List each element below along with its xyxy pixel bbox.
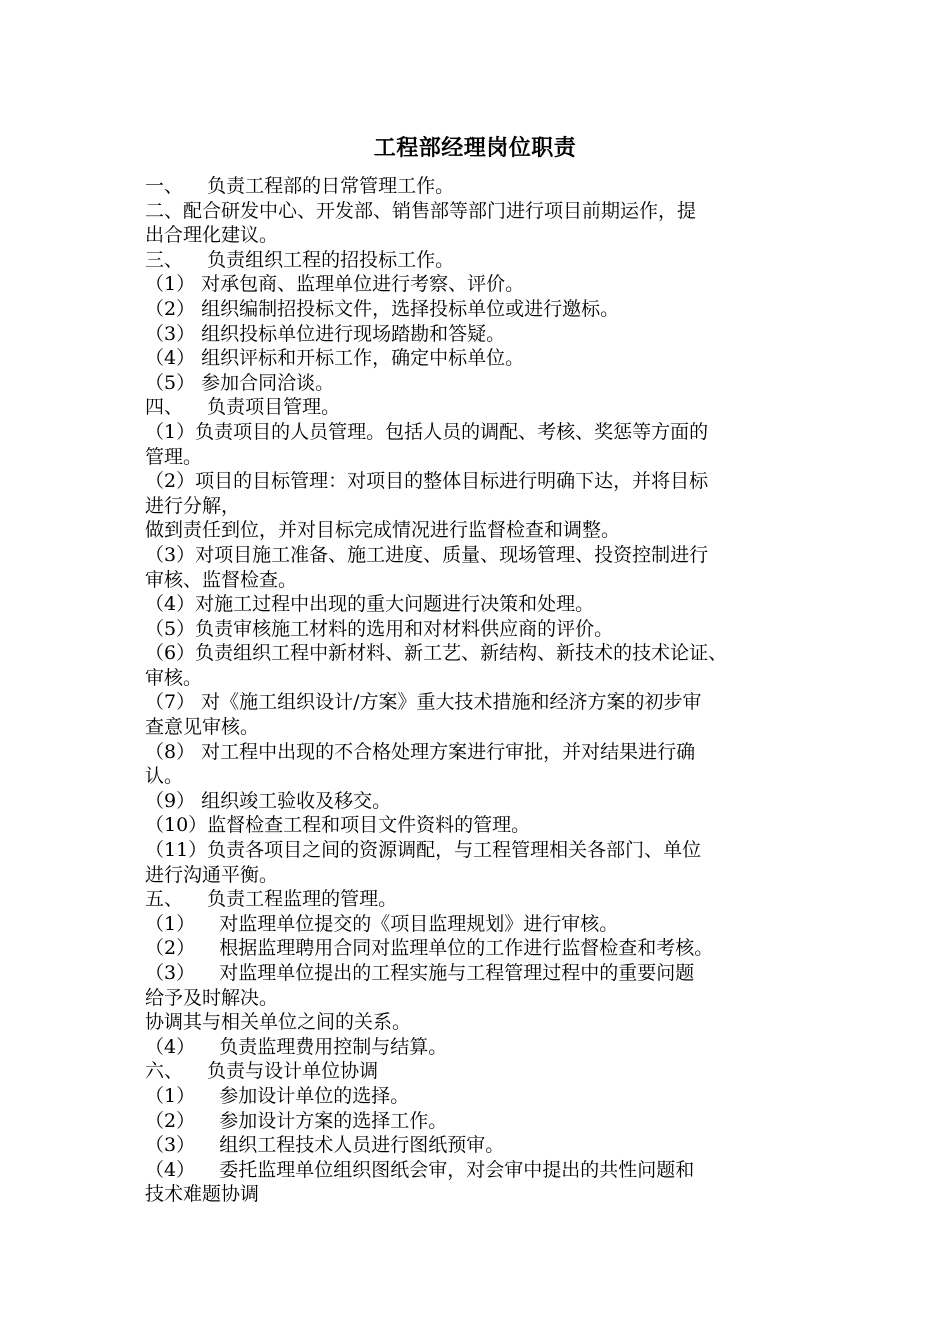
- text-line: 给予及时解决。: [145, 986, 279, 1009]
- text-line: （3）对项目施工准备、施工进度、质量、现场管理、投资控制进行: [145, 543, 709, 566]
- text-line: 三、 负责组织工程的招投标工作。: [145, 248, 455, 271]
- text-line: 六、 负责与设计单位协调: [145, 1060, 379, 1083]
- text-line: 认。: [145, 765, 184, 788]
- text-line: 管理。: [145, 445, 203, 468]
- text-line: 协调其与相关单位之间的关系。: [145, 1011, 412, 1034]
- text-line: （4） 委托监理单位组织图纸会审，对会审中提出的共性问题和: [145, 1158, 695, 1181]
- text-line: 进行分解，: [145, 494, 241, 517]
- text-line: （1）负责项目的人员管理。包括人员的调配、考核、奖惩等方面的: [145, 420, 709, 443]
- text-line: （3） 组织工程技术人员进行图纸预审。: [145, 1134, 505, 1157]
- text-line: （7） 对《施工组织设计/方案》重大技术措施和经济方案的初步审: [145, 691, 702, 714]
- text-line: （1） 对承包商、监理单位进行考察、评价。: [145, 273, 525, 296]
- text-line: （8） 对工程中出现的不合格处理方案进行审批，并对结果进行确: [145, 740, 696, 763]
- text-line: （9） 组织竣工验收及移交。: [145, 789, 392, 812]
- text-line: （1） 参加设计单位的选择。: [145, 1084, 410, 1107]
- text-line: （5） 参加合同洽谈。: [145, 371, 335, 394]
- text-line: （2）项目的目标管理：对项目的整体目标进行明确下达，并将目标: [145, 470, 709, 493]
- text-line: 做到责任到位，并对目标完成情况进行监督检查和调整。: [145, 519, 621, 542]
- text-line: （6）负责组织工程中新材料、新工艺、新结构、新技术的技术论证、: [145, 642, 728, 665]
- document-title: 工程部经理岗位职责: [373, 136, 577, 161]
- text-line: 进行沟通平衡。: [145, 863, 279, 886]
- text-line: （3） 组织投标单位进行现场踏勘和答疑。: [145, 322, 506, 345]
- text-line: 二、配合研发中心、开发部、销售部等部门进行项目前期运作，提: [145, 199, 697, 222]
- text-line: （2） 组织编制招投标文件，选择投标单位或进行邀标。: [145, 297, 620, 320]
- text-line: （3） 对监理单位提出的工程实施与工程管理过程中的重要问题: [145, 962, 695, 984]
- text-line: （2） 参加设计方案的选择工作。: [145, 1109, 448, 1132]
- text-line: 五、 负责工程监理的管理。: [145, 888, 398, 911]
- text-line: 审核、监督检查。: [145, 568, 298, 591]
- text-line: （4） 负责监理费用控制与结算。: [145, 1035, 448, 1058]
- text-line: 四、 负责项目管理。: [145, 396, 341, 419]
- text-line: （11）负责各项目之间的资源调配，与工程管理相关各部门、单位: [145, 839, 702, 862]
- text-line: 一、 负责工程部的日常管理工作。: [145, 175, 455, 197]
- text-line: （4） 组织评标和开标工作，确定中标单位。: [145, 347, 525, 370]
- text-line: （10）监督检查工程和项目文件资料的管理。: [145, 814, 531, 837]
- text-line: 查意见审核。: [145, 716, 260, 739]
- text-line: （5）负责审核施工材料的选用和对材料供应商的评价。: [145, 617, 614, 640]
- text-line: （4）对施工过程中出现的重大问题进行决策和处理。: [145, 593, 595, 616]
- document-body: [145, 174, 825, 1207]
- text-line: （1） 对监理单位提交的《项目监理规划》进行审核。: [145, 912, 619, 935]
- text-line: （2） 根据监理聘用合同对监理单位的工作进行监督检查和考核。: [145, 937, 714, 960]
- text-line: 出合理化建议。: [145, 224, 279, 247]
- text-line: 审核。: [145, 666, 203, 689]
- text-line: 技术难题协调: [145, 1183, 260, 1206]
